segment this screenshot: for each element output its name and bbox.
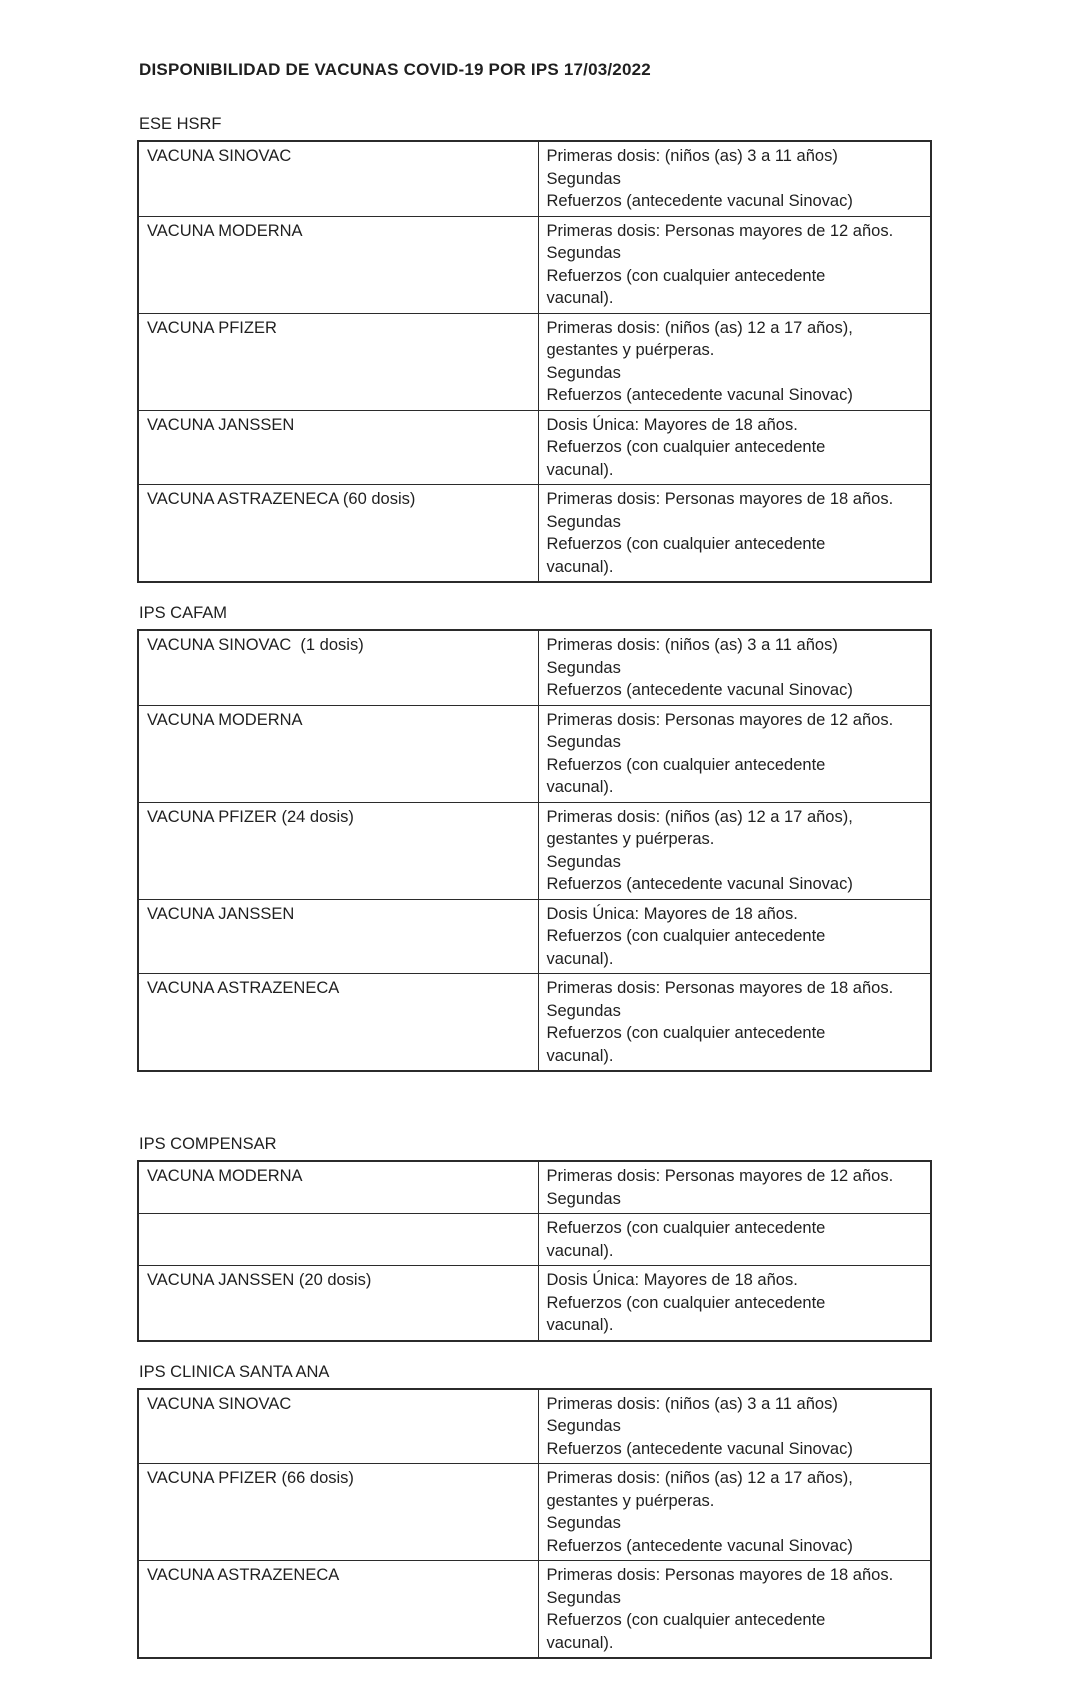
vaccine-name-cell: VACUNA JANSSEN [138,410,538,485]
availability-line: Dosis Única: Mayores de 18 años. [546,1271,798,1289]
availability-line: Segundas [546,733,621,751]
vaccine-name-cell: VACUNA MODERNA [138,1161,538,1214]
vaccine-name-cell: VACUNA PFIZER (66 dosis) [138,1464,538,1561]
availability-cell [538,802,931,899]
availability-line: Primeras dosis: (niños (as) 12 a 17 años), [546,807,853,826]
availability-cell [538,141,931,216]
availability-line: Segundas [546,363,621,382]
availability-line: Segundas [546,1514,621,1532]
availability-cell [538,630,931,705]
availability-line: Refuerzos (con cualquier antecedente [546,266,826,285]
table-row [138,410,931,485]
availability-cell [538,705,931,802]
section-heading: IPS CAFAM [139,604,228,622]
vaccine-name-cell: VACUNA ASTRAZENECA [138,974,538,1072]
section-heading: IPS COMPENSAR [139,1135,277,1153]
vaccine-name-cell: VACUNA JANSSEN (20 dosis) [138,1266,538,1341]
availability-line: Primeras dosis: Personas mayores de 18 años. [546,490,894,508]
vaccine-name-cell: VACUNA SINOVAC [138,1389,538,1464]
availability-line: Segundas [546,658,621,677]
table-row [138,141,931,216]
availability-cell [538,1464,931,1561]
availability-line: Dosis Única: Mayores de 18 años. [546,904,798,923]
availability-cell [538,1161,931,1214]
availability-cell [538,1561,931,1659]
table-row [138,1389,931,1464]
availability-line: gestantes y puérperas. [546,1491,715,1510]
availability-line: Segundas [546,1001,621,1020]
vaccine-name-cell: VACUNA MODERNA [138,216,538,313]
table-row [138,216,931,313]
availability-line: Primeras dosis: (niños (as) 3 a 11 años) [546,636,838,654]
section-ese-hsrf [137,114,932,583]
availability-line: Segundas [546,852,621,871]
availability-line: Primeras dosis: (niños (as) 12 a 17 años), [546,318,853,337]
table-row [138,313,931,410]
table-row [138,1561,931,1659]
availability-line: Primeras dosis: (niños (as) 12 a 17 años), [546,1469,853,1487]
availability-cell [538,974,931,1072]
availability-line: Segundas [546,1588,621,1607]
availability-cell [538,1214,931,1266]
availability-line: Refuerzos (con cualquier antecedente [546,438,826,456]
availability-line: Primeras dosis: (niños (as) 3 a 11 años) [546,1394,838,1413]
availability-line: Refuerzos (con cualquier antecedente [546,1293,826,1312]
availability-line: gestantes y puérperas. [546,341,715,359]
availability-line: Segundas [546,1189,621,1208]
availability-line: vacunal). [546,949,614,968]
table-row [138,974,931,1072]
table-row [138,899,931,974]
availability-line: Primeras dosis: Personas mayores de 18 años. [546,1566,894,1584]
section-ips-compensar [137,1134,932,1342]
availability-line: Refuerzos (con cualquier antecedente [546,755,826,774]
availability-line: vacunal). [546,1633,614,1652]
table-row [138,1161,931,1214]
availability-line: Primeras dosis: (niños (as) 3 a 11 años) [546,147,838,165]
availability-line: Refuerzos (antecedente vacunal Sinovac) [546,386,853,404]
availability-line: vacunal). [546,460,614,479]
availability-line: Segundas [546,244,621,262]
availability-line: Segundas [546,1417,621,1435]
availability-line: vacunal). [546,1241,614,1260]
vaccine-name-cell [138,1214,538,1266]
availability-line: Refuerzos (antecedente vacunal Sinovac) [546,192,853,210]
availability-cell [538,313,931,410]
availability-line: Segundas [546,169,621,188]
availability-line: Refuerzos (antecedente vacunal Sinovac) [546,1439,853,1458]
availability-line: Primeras dosis: Personas mayores de 18 años. [546,979,894,997]
availability-line: Segundas [546,512,621,531]
availability-line: vacunal). [546,1316,614,1334]
vaccine-availability-table [137,140,932,583]
vaccine-name-cell: VACUNA ASTRAZENECA (60 dosis) [138,485,538,583]
availability-line: vacunal). [546,557,614,576]
vaccine-name-cell: VACUNA PFIZER [138,313,538,410]
availability-line: Dosis Única: Mayores de 18 años. [546,415,798,434]
vaccine-availability-table [137,1160,932,1342]
table-row [138,630,931,705]
section-ips-cafam [137,603,932,1072]
availability-line: Refuerzos (antecedente vacunal Sinovac) [546,1536,853,1555]
vaccine-name-cell: VACUNA JANSSEN [138,899,538,974]
page-title: DISPONIBILIDAD DE VACUNAS COVID-19 POR IPS 17/03/2022 [139,60,651,79]
vaccine-name-cell: VACUNA SINOVAC (1 dosis) [138,630,538,705]
availability-line: Primeras dosis: Personas mayores de 12 años. [546,710,894,729]
availability-line: Refuerzos (con cualquier antecedente [546,1024,826,1042]
table-row [138,802,931,899]
availability-line: vacunal). [546,289,614,307]
availability-line: gestantes y puérperas. [546,830,715,848]
section-ips-clinica-santa-ana [137,1362,932,1660]
table-row [138,1214,931,1266]
section-heading: ESE HSRF [139,115,222,133]
availability-cell [538,1389,931,1464]
availability-cell [538,485,931,583]
availability-line: Refuerzos (con cualquier antecedente [546,1611,826,1629]
table-row [138,1266,931,1341]
availability-line: vacunal). [546,778,614,796]
availability-line: Refuerzos (antecedente vacunal Sinovac) [546,875,853,893]
table-row [138,705,931,802]
sections-container [137,114,932,1659]
table-row [138,1464,931,1561]
availability-line: Refuerzos (con cualquier antecedente [546,927,826,945]
availability-line: Refuerzos (con cualquier antecedente [546,535,826,553]
availability-line: Refuerzos (con cualquier antecedente [546,1219,826,1237]
availability-cell [538,899,931,974]
availability-cell [538,410,931,485]
vaccine-name-cell: VACUNA MODERNA [138,705,538,802]
availability-cell [538,216,931,313]
availability-line: vacunal). [546,1046,614,1065]
vaccine-name-cell: VACUNA PFIZER (24 dosis) [138,802,538,899]
vaccine-availability-table [137,1388,932,1660]
vaccine-name-cell: VACUNA ASTRAZENECA [138,1561,538,1659]
table-row [138,485,931,583]
vaccine-availability-table [137,629,932,1072]
availability-cell [538,1266,931,1341]
section-heading: IPS CLINICA SANTA ANA [139,1362,330,1381]
availability-line: Primeras dosis: Personas mayores de 12 años. [546,1167,894,1185]
availability-line: Refuerzos (antecedente vacunal Sinovac) [546,681,853,699]
availability-line: Primeras dosis: Personas mayores de 12 años. [546,221,894,240]
vaccine-name-cell: VACUNA SINOVAC [138,141,538,216]
